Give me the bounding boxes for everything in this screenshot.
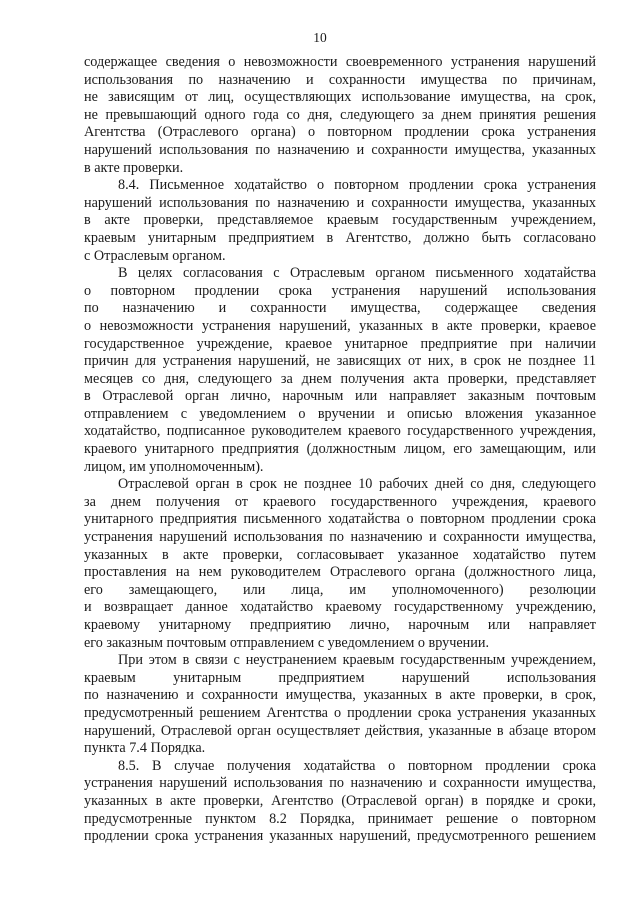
text-line: устранения нарушений использования по назначению и сохранности имущества, [84,775,596,792]
text-line: ходатайство, подписанное руководителем краевого государственного учреждения, [84,423,596,440]
text-line: унитарного предприятия письменного ходатайства о повторном продлении срока [84,511,596,528]
text-line: продлении срока устранения указанных нарушений, предусмотренного решением [84,828,596,845]
text-line: в акте проверки. [84,159,184,176]
text-line: проставления на нем руководителем Отраслевого органа (должностного лица, [84,564,596,581]
text-line: использования по назначению и сохранности имущества по причинам, [84,71,596,88]
text-line: пункта 7.4 Порядка. [84,740,206,757]
text-line: предусмотренные пунктом 8.2 Порядка, принимает решение о повторном [84,810,596,827]
text-line: причин для устранения нарушений, не зависящих от них, в срок не позднее 11 [84,353,596,370]
text-line: устранения нарушений использования по назначению и сохранности имущества, [84,529,596,546]
text-line: по назначению и сохранности имущества, указанных в акте проверки, в срок, [84,687,596,704]
text-line: по назначению и сохранности имущества, содержащее сведения [84,300,596,317]
text-line: краевого унитарного предприятия (должностным лицом, его замещающим, или [84,441,596,458]
text-line: 8.4. Письменное ходатайство о повторном продлении срока устранения [118,177,596,194]
text-line: лицом, им уполномоченным). [84,458,264,475]
text-line: о невозможности устранения нарушений, указанных в акте проверки, краевое [84,317,596,334]
text-line: о повторном продлении срока устранения нарушений использования [84,282,596,299]
text-line: краевым унитарным предприятием нарушений использования [84,669,596,686]
text-line: в Отраслевой орган лично, нарочным или направляет заказным почтовым [84,388,596,405]
text-line: Агентства (Отраслевого органа) о повторном продлении срока устранения [84,124,596,141]
text-line: предусмотренный решением Агентства о продлении срока устранения указанных [84,704,596,721]
text-line: государственное учреждение, краевое унитарное предприятие при наличии [84,335,596,352]
text-line: нарушений использования по назначению и сохранности имущества, указанных [84,194,596,211]
text-line: краевому унитарному предприятию лично, нарочным или направляет [84,617,596,633]
text-line: краевым унитарным предприятием в Агентство, должно быть согласовано [84,229,596,246]
text-line: не превышающий одного года со дня, следующего за днем принятия решения [84,106,596,123]
text-line: с Отраслевым органом. [84,247,226,264]
text-line: указанных в акте проверки, согласовывает указанное ходатайство путем [84,546,596,563]
text-line: В целях согласования с Отраслевым органом письменного ходатайства [118,265,596,282]
text-line: 8.5. В случае получения ходатайства о повторном продлении срока [118,757,596,774]
text-line: Отраслевой орган в срок не позднее 10 рабочих дней со дня, следующего [118,476,596,493]
text-line: в акте проверки, представляемое краевым государственным учреждением, [84,212,596,229]
text-line: его замещающего, или лица, им уполномоченного) резолюции [84,581,596,598]
text-line: содержащее сведения о невозможности своевременного устранения нарушений [84,54,596,70]
text-line: отправлением с уведомлением о вручении и описью вложения указанное [84,405,596,422]
text-line: указанных в акте проверки, Агентство (Отраслевой орган) в порядке и сроки, [84,792,596,809]
text-line: не зависящим от лиц, осуществляющих использование имущества, на срок, [84,89,596,106]
text-line: При этом в связи с неустранением краевым государственным учреждением, [118,652,596,669]
text-line: нарушений использования по назначению и сохранности имущества, указанных [84,141,596,158]
page-number: 10 [313,30,327,45]
text-line: за днем получения от краевого государственного учреждения, краевого [84,493,596,510]
text-line: нарушений, Отраслевой орган осуществляет действия, указанные в абзаце втором [84,722,596,739]
text-line: его заказным почтовым отправлением с уведомлением о вручении. [84,634,489,651]
text-line: месяцев со дня, следующего за днем получения акта проверки, представляет [84,370,596,387]
text-line: и возвращает данное ходатайство краевому государственному учреждению, [84,599,596,616]
document-body [84,54,596,846]
